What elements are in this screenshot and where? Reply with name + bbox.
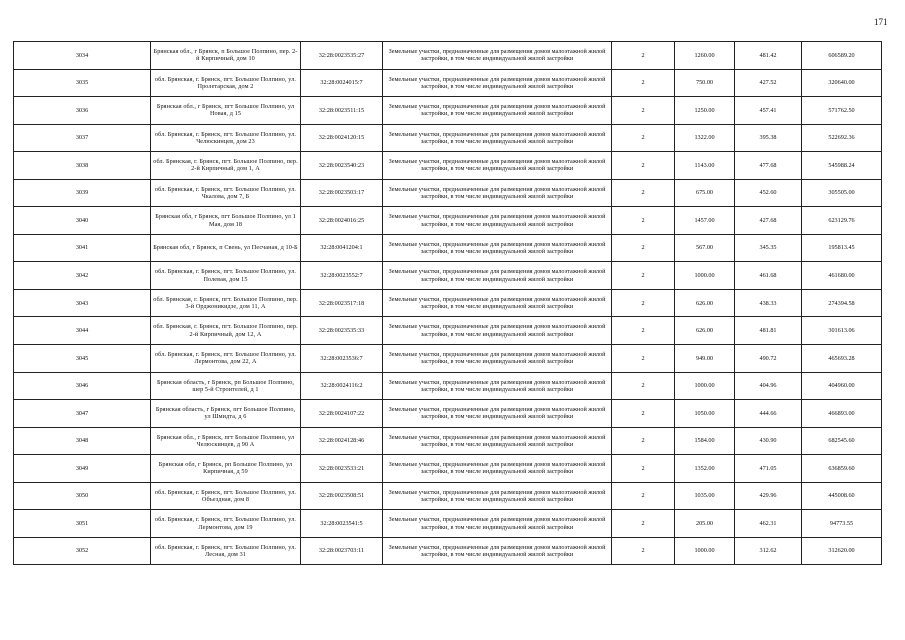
area-cell: 567.00	[675, 234, 735, 262]
cadastral-value-cell: 274394.58	[802, 289, 882, 317]
specific-value-cell: 471.05	[735, 455, 802, 483]
cadastral-value-cell: 606589.20	[802, 42, 882, 70]
area-cell: 1322.00	[675, 124, 735, 152]
row-number: 3036	[14, 97, 151, 125]
address-cell: обл. Брянская, г. Брянск, пгт. Большое Полпино, пер. 2-й Кирпичный, дом 1, А	[151, 152, 301, 180]
address-cell: Брянская обл., г Брянск, пгт Большое Полпино, ул Новая, д 15	[151, 97, 301, 125]
address-cell: обл. Брянская, г. Брянск, пгт. Большое Полпино, ул. Челюскинцев, дом 23	[151, 124, 301, 152]
table-row	[14, 97, 882, 125]
group-cell: 2	[612, 537, 675, 565]
address-cell: Брянская обл, г Брянск, пгт Большое Полпино, ул 1 Мая, дом 18	[151, 207, 301, 235]
cadastral-number-cell: 32:28:0023540:23	[301, 152, 383, 180]
group-cell: 2	[612, 152, 675, 180]
specific-value-cell: 430.90	[735, 427, 802, 455]
table-row	[14, 427, 882, 455]
group-cell: 2	[612, 234, 675, 262]
group-cell: 2	[612, 345, 675, 373]
cadastral-number-cell: 32:28:0023535:33	[301, 317, 383, 345]
area-cell: 675.00	[675, 179, 735, 207]
specific-value-cell: 395.38	[735, 124, 802, 152]
specific-value-cell: 452.60	[735, 179, 802, 207]
cadastral-number-cell: 32:28:0023508:51	[301, 482, 383, 510]
cadastral-value-cell: 623129.76	[802, 207, 882, 235]
area-cell: 750.00	[675, 69, 735, 97]
row-number: 3043	[14, 289, 151, 317]
specific-value-cell: 312.62	[735, 537, 802, 565]
cadastral-number-cell: 32:28:0023536:7	[301, 345, 383, 373]
cadastral-number-cell: 32:28:0023517:18	[301, 289, 383, 317]
area-cell: 1143.00	[675, 152, 735, 180]
address-cell: Брянская обл, г Брянск, п Свень, ул Песчаная, д 10-Б	[151, 234, 301, 262]
table-row	[14, 400, 882, 428]
area-cell: 1250.00	[675, 97, 735, 125]
area-cell: 1352.00	[675, 455, 735, 483]
table-row	[14, 482, 882, 510]
specific-value-cell: 404.96	[735, 372, 802, 400]
cadastral-value-cell: 94773.55	[802, 510, 882, 538]
cadastral-number-cell: 32:28:0024116:2	[301, 372, 383, 400]
cadastral-value-cell: 522692.36	[802, 124, 882, 152]
area-cell: 1035.00	[675, 482, 735, 510]
land-use-cell: Земельные участки, предназначенные для размещения домов малоэтажной жилой застройки, в том числе индивидуальной жилой застройки	[383, 124, 612, 152]
table-row	[14, 345, 882, 373]
group-cell: 2	[612, 124, 675, 152]
cadastral-value-cell: 636859.60	[802, 455, 882, 483]
cadastral-value-cell: 445008.60	[802, 482, 882, 510]
land-use-cell: Земельные участки, предназначенные для размещения домов малоэтажной жилой застройки, в том числе индивидуальной жилой застройки	[383, 510, 612, 538]
cadastral-number-cell: 32:28:0041204:1	[301, 234, 383, 262]
specific-value-cell: 481.81	[735, 317, 802, 345]
group-cell: 2	[612, 482, 675, 510]
cadastral-number-cell: 32:28:0023511:15	[301, 97, 383, 125]
address-cell: Брянская обл., г Брянск, п Большое Полпино, пер. 2-й Кирпичный, дом 10	[151, 42, 301, 70]
area-cell: 1000.00	[675, 262, 735, 290]
group-cell: 2	[612, 262, 675, 290]
land-use-cell: Земельные участки, предназначенные для размещения домов малоэтажной жилой застройки, в том числе индивидуальной жилой застройки	[383, 317, 612, 345]
cadastral-number-cell: 32:28:0023533:21	[301, 455, 383, 483]
row-number: 3052	[14, 537, 151, 565]
page-number: 171	[874, 17, 888, 27]
cadastral-value-cell: 301613.06	[802, 317, 882, 345]
table-row	[14, 510, 882, 538]
area-cell: 1457.00	[675, 207, 735, 235]
land-use-cell: Земельные участки, предназначенные для размещения домов малоэтажной жилой застройки, в том числе индивидуальной жилой застройки	[383, 289, 612, 317]
group-cell: 2	[612, 427, 675, 455]
cadastral-number-cell: 32:28:0023535:27	[301, 42, 383, 70]
table-row	[14, 537, 882, 565]
cadastral-value-cell: 545988.24	[802, 152, 882, 180]
area-cell: 949.00	[675, 345, 735, 373]
cadastral-number-cell: 32:28:0023503:17	[301, 179, 383, 207]
land-use-cell: Земельные участки, предназначенные для размещения домов малоэтажной жилой застройки, в том числе индивидуальной жилой застройки	[383, 482, 612, 510]
address-cell: обл. Брянская, г. Брянск, пгт. Большое Полпино, ул. Лермонтова, дом 19	[151, 510, 301, 538]
specific-value-cell: 461.68	[735, 262, 802, 290]
table-row	[14, 289, 882, 317]
table-row	[14, 152, 882, 180]
row-number: 3044	[14, 317, 151, 345]
row-number: 3040	[14, 207, 151, 235]
land-use-cell: Земельные участки, предназначенные для размещения домов малоэтажной жилой застройки, в том числе индивидуальной жилой застройки	[383, 179, 612, 207]
cadastral-value-cell: 320640.00	[802, 69, 882, 97]
area-cell: 1050.00	[675, 400, 735, 428]
area-cell: 1000.00	[675, 537, 735, 565]
table-row	[14, 69, 882, 97]
address-cell: обл. Брянская, г. Брянск, пгт. Большое Полпино, пер. 3-й Орджоникидзе, дом 11, А	[151, 289, 301, 317]
address-cell: Брянская обл, г Брянск, рп Большое Полпино, ул Кирпичная, д 59	[151, 455, 301, 483]
land-use-cell: Земельные участки, предназначенные для размещения домов малоэтажной жилой застройки, в том числе индивидуальной жилой застройки	[383, 234, 612, 262]
cadastral-number-cell: 32:28:0024120:15	[301, 124, 383, 152]
cadastral-number-cell: 32:28:0023703:11	[301, 537, 383, 565]
row-number: 3035	[14, 69, 151, 97]
group-cell: 2	[612, 372, 675, 400]
specific-value-cell: 462.31	[735, 510, 802, 538]
cadastral-value-cell: 571762.50	[802, 97, 882, 125]
land-use-cell: Земельные участки, предназначенные для размещения домов малоэтажной жилой застройки, в том числе индивидуальной жилой застройки	[383, 262, 612, 290]
table-row	[14, 317, 882, 345]
cadastral-value-cell: 312620.00	[802, 537, 882, 565]
row-number: 3051	[14, 510, 151, 538]
row-number: 3050	[14, 482, 151, 510]
specific-value-cell: 481.42	[735, 42, 802, 70]
row-number: 3039	[14, 179, 151, 207]
land-use-cell: Земельные участки, предназначенные для размещения домов малоэтажной жилой застройки, в том числе индивидуальной жилой застройки	[383, 455, 612, 483]
row-number: 3048	[14, 427, 151, 455]
address-cell: обл. Брянская, г. Брянск, пгт. Большое Полпино, ул. Чкалова, дом 7, Б	[151, 179, 301, 207]
table-row	[14, 124, 882, 152]
group-cell: 2	[612, 317, 675, 345]
row-number: 3034	[14, 42, 151, 70]
address-cell: обл. Брянская, г. Брянск, пгт. Большое Полпино, ул. Объездная, дом 8	[151, 482, 301, 510]
table-row	[14, 372, 882, 400]
cadastral-value-cell: 466893.00	[802, 400, 882, 428]
cadastral-number-cell: 32:28:0023552:7	[301, 262, 383, 290]
area-cell: 626.00	[675, 317, 735, 345]
land-use-cell: Земельные участки, предназначенные для размещения домов малоэтажной жилой застройки, в том числе индивидуальной жилой застройки	[383, 207, 612, 235]
land-use-cell: Земельные участки, предназначенные для размещения домов малоэтажной жилой застройки, в том числе индивидуальной жилой застройки	[383, 69, 612, 97]
address-cell: обл. Брянская, г. Брянск, пгт. Большое Полпино, ул. Лермонтова, дом 22, А	[151, 345, 301, 373]
group-cell: 2	[612, 42, 675, 70]
specific-value-cell: 438.33	[735, 289, 802, 317]
land-use-cell: Земельные участки, предназначенные для размещения домов малоэтажной жилой застройки, в том числе индивидуальной жилой застройки	[383, 400, 612, 428]
area-cell: 626.00	[675, 289, 735, 317]
group-cell: 2	[612, 97, 675, 125]
address-cell: Брянская область, г Брянск, рп Большое Полпино, шер 5-й Строителей, д 1	[151, 372, 301, 400]
table-row	[14, 455, 882, 483]
row-number: 3041	[14, 234, 151, 262]
table-row	[14, 207, 882, 235]
group-cell: 2	[612, 400, 675, 428]
specific-value-cell: 345.35	[735, 234, 802, 262]
cadastral-number-cell: 32:28:0024128:46	[301, 427, 383, 455]
table-row	[14, 179, 882, 207]
group-cell: 2	[612, 455, 675, 483]
group-cell: 2	[612, 69, 675, 97]
area-cell: 1260.00	[675, 42, 735, 70]
address-cell: обл. Брянская, г. Брянск, пгт. Большое Полпино, ул. Лесная, дом 31	[151, 537, 301, 565]
row-number: 3037	[14, 124, 151, 152]
table-row	[14, 42, 882, 70]
row-number: 3046	[14, 372, 151, 400]
cadastral-value-cell: 195813.45	[802, 234, 882, 262]
cadastral-value-cell: 404960.00	[802, 372, 882, 400]
group-cell: 2	[612, 179, 675, 207]
specific-value-cell: 427.68	[735, 207, 802, 235]
land-use-cell: Земельные участки, предназначенные для размещения домов малоэтажной жилой застройки, в том числе индивидуальной жилой застройки	[383, 97, 612, 125]
cadastral-number-cell: 32:28:0024015:7	[301, 69, 383, 97]
land-use-cell: Земельные участки, предназначенные для размещения домов малоэтажной жилой застройки, в том числе индивидуальной жилой застройки	[383, 372, 612, 400]
group-cell: 2	[612, 510, 675, 538]
address-cell: Брянская область, г Брянск, пгт Большое Полпино, ул Шмидта, д 6	[151, 400, 301, 428]
cadastral-number-cell: 32:28:0024107:22	[301, 400, 383, 428]
area-cell: 1000.00	[675, 372, 735, 400]
specific-value-cell: 457.41	[735, 97, 802, 125]
group-cell: 2	[612, 207, 675, 235]
cadastral-number-cell: 32:28:0023541:5	[301, 510, 383, 538]
address-cell: обл. Брянская, г. Брянск, пгт. Большое Полпино, ул. Полевая, дом 15	[151, 262, 301, 290]
table-row	[14, 262, 882, 290]
land-use-cell: Земельные участки, предназначенные для размещения домов малоэтажной жилой застройки, в том числе индивидуальной жилой застройки	[383, 427, 612, 455]
cadastral-value-cell: 682545.60	[802, 427, 882, 455]
row-number: 3049	[14, 455, 151, 483]
address-cell: обл. Брянская, г. Брянск, пгт. Большое Полпино, ул. Пролетарская, дом 2	[151, 69, 301, 97]
area-cell: 205.00	[675, 510, 735, 538]
address-cell: Брянская обл., г Брянск, пгт Большое Полпино, ул Челюскинцев, д 90 А	[151, 427, 301, 455]
cadastral-value-cell: 465693.28	[802, 345, 882, 373]
row-number: 3045	[14, 345, 151, 373]
row-number: 3047	[14, 400, 151, 428]
specific-value-cell: 429.96	[735, 482, 802, 510]
row-number: 3042	[14, 262, 151, 290]
row-number: 3038	[14, 152, 151, 180]
specific-value-cell: 490.72	[735, 345, 802, 373]
land-use-cell: Земельные участки, предназначенные для размещения домов малоэтажной жилой застройки, в том числе индивидуальной жилой застройки	[383, 42, 612, 70]
specific-value-cell: 427.52	[735, 69, 802, 97]
cadastral-number-cell: 32:28:0024016:25	[301, 207, 383, 235]
specific-value-cell: 444.66	[735, 400, 802, 428]
land-use-cell: Земельные участки, предназначенные для размещения домов малоэтажной жилой застройки, в том числе индивидуальной жилой застройки	[383, 537, 612, 565]
cadastral-value-cell: 461680.00	[802, 262, 882, 290]
specific-value-cell: 477.68	[735, 152, 802, 180]
cadastral-value-table	[13, 41, 882, 565]
land-use-cell: Земельные участки, предназначенные для размещения домов малоэтажной жилой застройки, в том числе индивидуальной жилой застройки	[383, 152, 612, 180]
group-cell: 2	[612, 289, 675, 317]
area-cell: 1584.00	[675, 427, 735, 455]
table-row	[14, 234, 882, 262]
table-body	[14, 42, 882, 565]
land-use-cell: Земельные участки, предназначенные для размещения домов малоэтажной жилой застройки, в том числе индивидуальной жилой застройки	[383, 345, 612, 373]
address-cell: обл. Брянская, г. Брянск, пгт. Большое Полпино, пер. 2-й Кирпичный, дом 12, А	[151, 317, 301, 345]
cadastral-value-cell: 305505.00	[802, 179, 882, 207]
